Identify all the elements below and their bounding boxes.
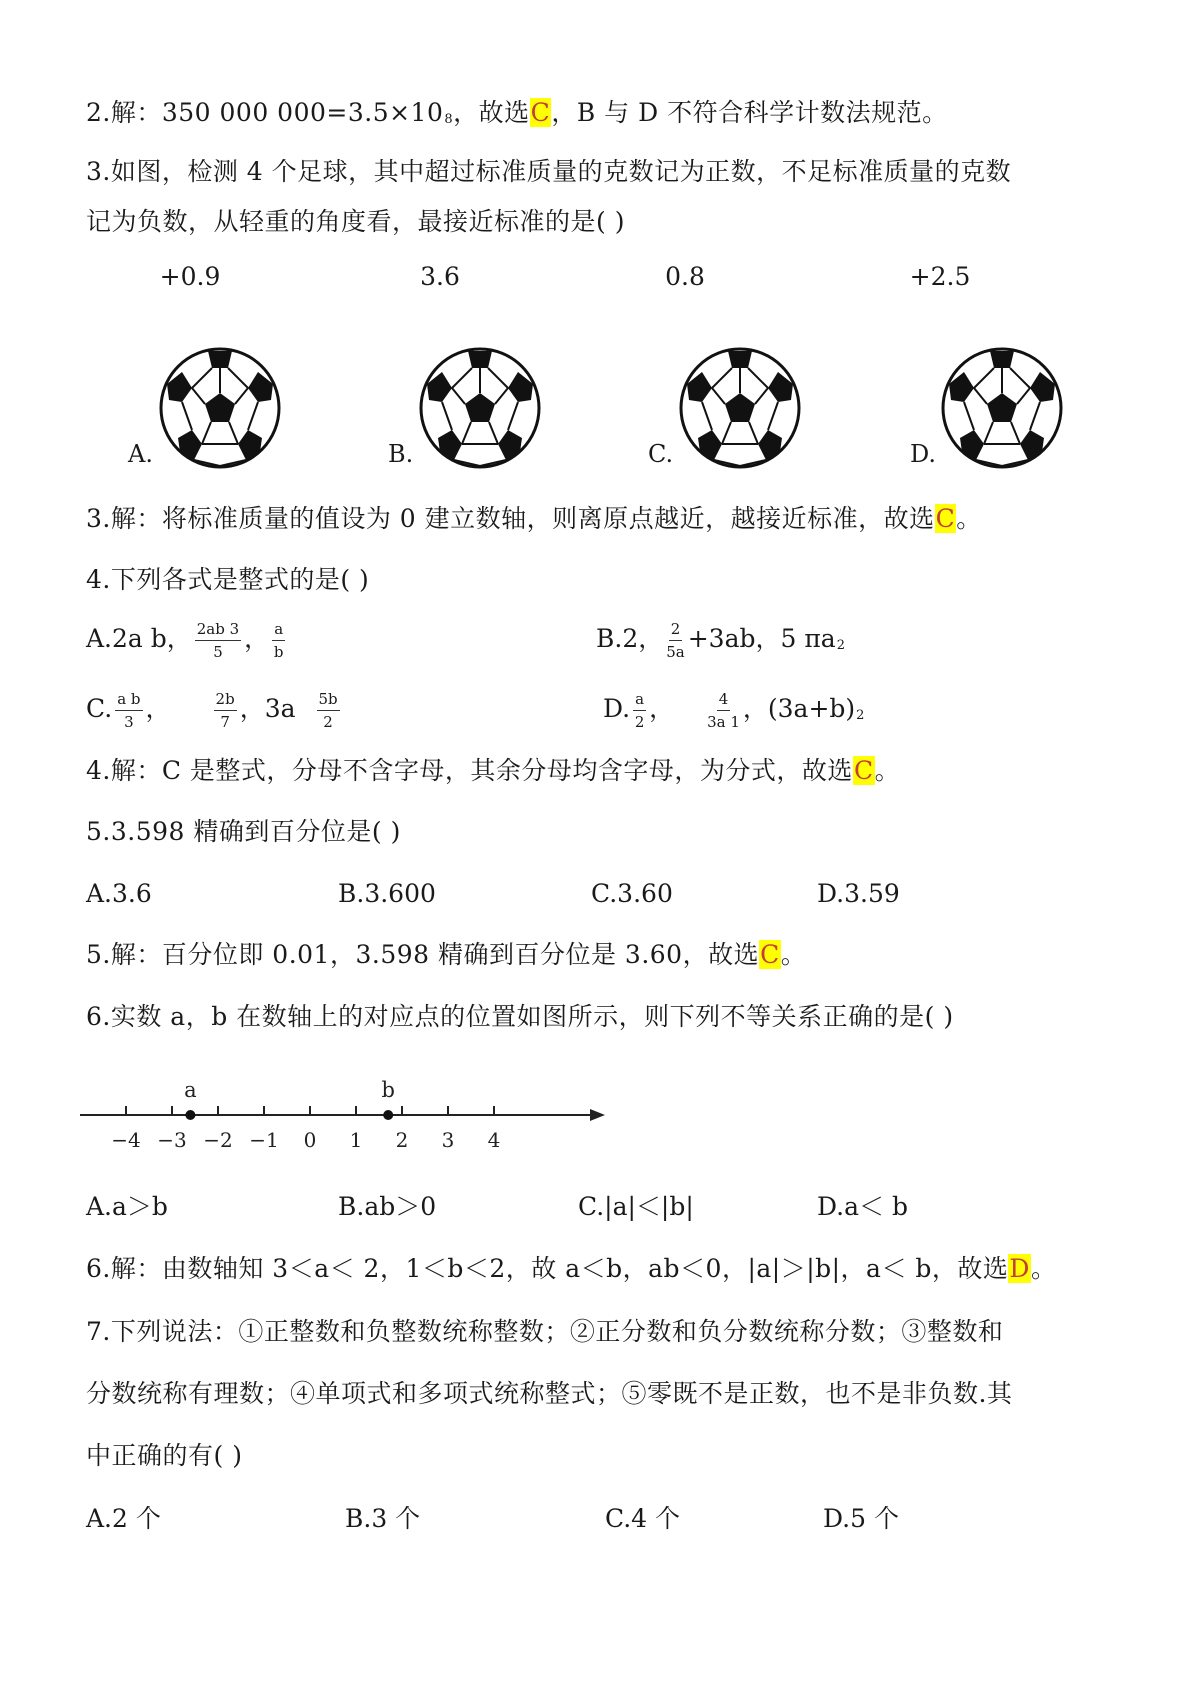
solution-2-text: 2.解：350 000 000=3.5×10 [86,98,444,127]
q7-option-b: B.3 个 [345,1504,421,1533]
option-text: ，(3a+b) [742,694,856,723]
question-7-line-2: 分数统称有理数；④单项式和多项式统称整式；⑤零既不是正数，也不是非负数.其 [86,1379,1013,1408]
ball-c-letter: C. [648,440,674,468]
soccer-ball-icon [418,346,542,470]
q5-option-c: C.3.60 [591,879,673,908]
denominator: 7 [220,713,230,731]
q4-option-b [596,620,845,663]
number-line-tick-label: 1 [349,1128,363,1150]
solution-6-end: 。 [1030,1254,1057,1283]
solution-2-text-b: ，故选 [453,98,530,127]
number-line-tick-label: 4 [487,1128,501,1150]
solution-5 [86,938,806,972]
number-line-tick-label: −4 [111,1128,141,1150]
number-line-tick-label: 2 [395,1128,409,1150]
number-line-arrow [590,1109,605,1121]
number-line-tick-label: −1 [249,1128,279,1150]
exponent: 2 [856,708,865,723]
solution-2 [86,96,948,137]
q5-option-b: B.3.600 [338,879,436,908]
option-text: B.2， [596,624,664,653]
numerator: 2b [214,690,237,711]
solution-3 [86,502,982,536]
denominator: 3 [124,713,134,731]
denominator: 3a 1 [707,713,740,731]
q6-option-d: D.a＜ b [817,1192,908,1221]
question-7-line-1: 7.下列说法：①正整数和负整数统称整数；②正分数和负分数统称分数；③整数和 [86,1317,1004,1346]
numerator: 4 [717,690,731,711]
numerator: 2ab 3 [195,620,241,641]
number-line-tick-label: 0 [303,1128,317,1150]
question-5: 5.3.598 精确到百分位是( ) [86,817,401,846]
fraction [195,620,241,661]
q7-option-d: D.5 个 [823,1504,899,1533]
question-4: 4.下列各式是整式的是( ) [86,565,370,594]
numerator: a b [115,690,142,711]
option-text: D. [603,694,631,723]
solution-4 [86,754,900,788]
soccer-ball-icon [158,346,282,470]
ball-a-letter: A. [128,440,153,468]
option-text: C. [86,694,113,723]
fraction [707,690,740,731]
number-line-tick-label: 3 [441,1128,455,1150]
number-line-tick-label: −3 [157,1128,187,1150]
solution-5-end: 。 [780,940,807,969]
question-7-line-3: 中正确的有( ) [86,1441,243,1470]
numerator: 5b [317,690,340,711]
numerator: 2 [669,620,683,641]
q4-option-d [603,690,864,733]
number-line [80,1070,610,1150]
option-text: ， [649,694,675,723]
option-text: +3ab，5 πa [687,624,836,653]
ball-b-value: 3.6 [420,262,460,291]
exponent: 2 [836,638,845,653]
soccer-ball-icon [940,346,1064,470]
q4-option-a [86,620,288,661]
numerator: a [633,690,646,711]
number-line-tick-label: −2 [203,1128,233,1150]
answer-highlight: C [935,504,956,533]
ball-d-value: +2.5 [909,262,971,291]
denominator: 2 [323,713,333,731]
q7-option-c: C.4 个 [605,1504,681,1533]
soccer-ball-icon [678,346,802,470]
ball-a-value: +0.9 [159,262,221,291]
solution-4-end: 。 [874,756,901,785]
ball-c-value: 0.8 [665,262,705,291]
fraction [633,690,646,731]
denominator: 5 [213,643,223,661]
denominator: b [273,643,284,661]
numerator: a [272,620,285,641]
answer-highlight: C [853,756,874,785]
solution-5-text: 5.解：百分位即 0.01，3.598 精确到百分位是 3.60，故选 [86,940,760,969]
q5-option-a: A.3.6 [86,879,152,908]
number-line-point-b [383,1110,393,1120]
solution-3-end: 。 [956,504,982,533]
question-3-line-1: 3.如图，检测 4 个足球，其中超过标准质量的克数记为正数，不足标准质量的克数 [86,157,1012,186]
fraction [115,690,142,731]
q6-option-b: B.ab＞0 [338,1192,437,1221]
q7-option-a: A.2 个 [86,1504,161,1533]
ball-b-letter: B. [388,440,414,468]
exponent: 8 [444,112,454,127]
question-3-line-2: 记为负数，从轻重的角度看，最接近标准的是( ) [86,207,625,236]
question-6: 6.实数 a，b 在数轴上的对应点的位置如图所示，则下列不等关系正确的是( ) [86,1002,954,1031]
answer-highlight: C [530,98,551,127]
number-line-point-label: a [184,1078,197,1102]
number-line-point-a [185,1110,195,1120]
option-text: ， [145,694,171,723]
number-line-point-label: b [381,1078,395,1102]
q5-option-d: D.3.59 [817,879,900,908]
solution-3-text: 3.解：将标准质量的值设为 0 建立数轴，则离原点越近，越接近标准，故选 [86,504,935,533]
option-text: A.2a b， [86,624,192,653]
solution-6 [86,1252,1056,1286]
answer-highlight: C [760,940,780,969]
option-text: ， [244,624,270,653]
denominator: 2 [634,713,645,731]
answer-highlight: D [1009,1254,1030,1283]
ball-d-letter: D. [910,440,937,468]
fraction [317,690,340,731]
q6-option-c: C.|a|＜|b| [578,1192,694,1221]
option-text: ，3a [239,694,296,723]
q4-option-c [86,690,343,731]
solution-4-text: 4.解：C 是整式，分母不含字母，其余分母均含字母，为分式，故选 [86,756,853,785]
fraction [666,620,685,661]
solution-2-text-c: ，B 与 D 不符合科学计数法规范。 [551,98,948,127]
fraction [214,690,237,731]
fraction [272,620,285,661]
q6-option-a: A.a＞b [86,1192,168,1221]
denominator: 5a [666,643,685,661]
solution-6-text: 6.解：由数轴知 3＜a＜ 2，1＜b＜2，故 a＜b，ab＜0，|a|＞|b|，a＜ b，故选 [86,1254,1009,1283]
